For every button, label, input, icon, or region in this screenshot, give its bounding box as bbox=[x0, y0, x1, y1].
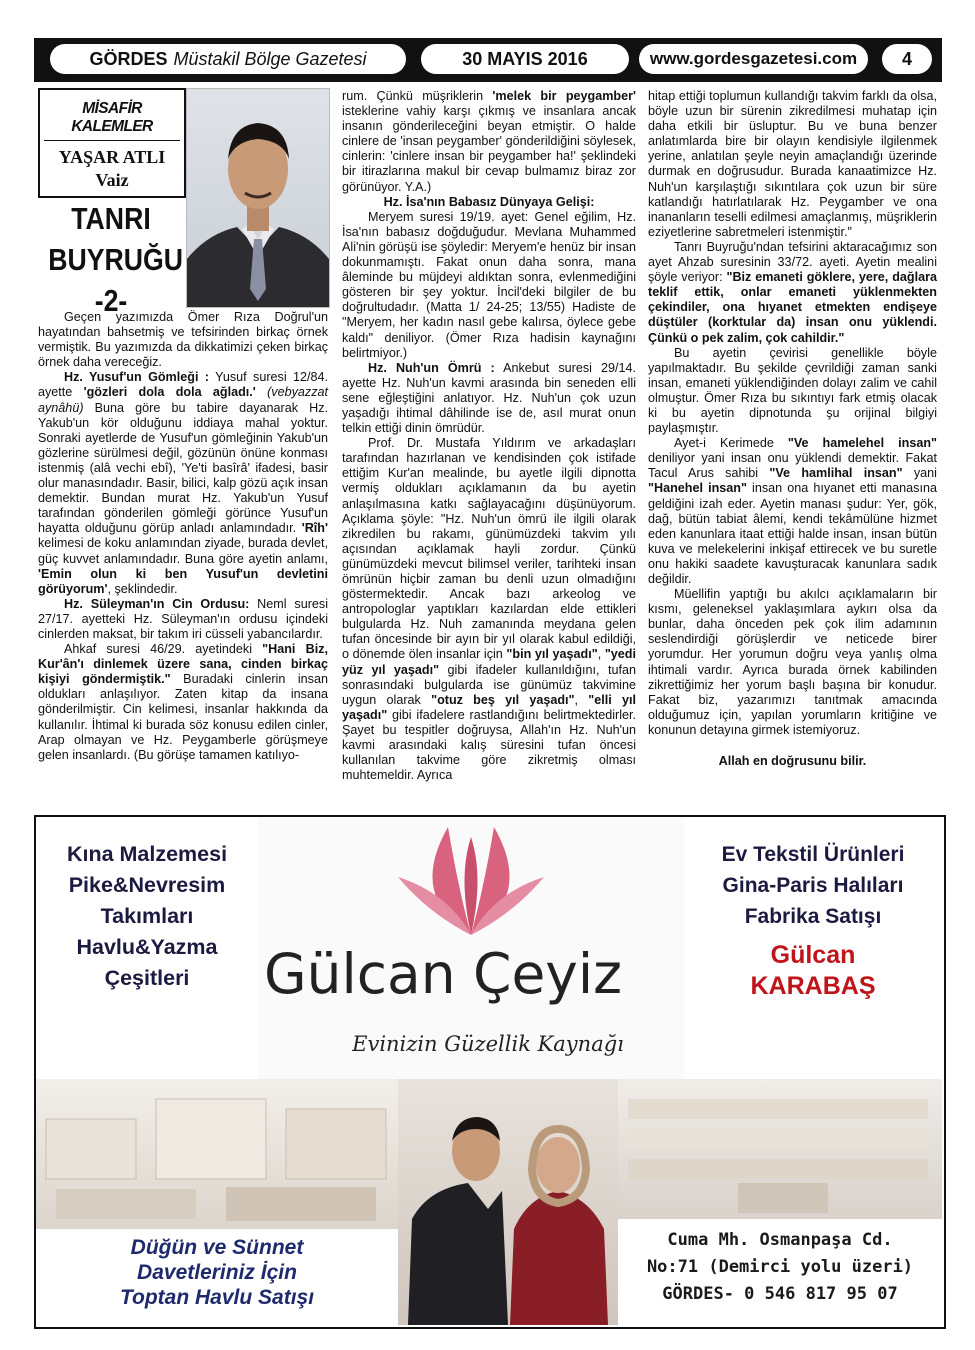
author-portrait-icon bbox=[187, 89, 329, 307]
paper-subtitle: Müstakil Bölge Gazetesi bbox=[173, 48, 367, 69]
text-run: , bbox=[574, 692, 589, 707]
paper-name: GÖRDES bbox=[89, 48, 168, 69]
section-heading-text: Hz. İsa'nın Babasız Dünyaya Gelişi: bbox=[383, 194, 595, 209]
issue-date: 30 MAYIS 2016 bbox=[421, 44, 629, 74]
paragraph: Meryem suresi 19/19. ayet: Genel eğilim, Hz. İsa'nın babasız doğduğudur. Mevlana Muhammed Ali'nin görüşü ise şöyledir: Meryem'e henüz bir insan dokunmamıştı. Fakat onun daha sonra, mana âleminde bu müjdeyi aldıktan sonra, evlenmediğini gösteren bir şey yoktur. İncil'deki bilgiler de bu doğrultudadır. (Matta 1/ 24-25; 13/55) Hadiste de "Meryem, her kadın nasıl gebe kalırsa, öylece gebe kaldı" deniliyor. (Ömer Rıza hadisin kaynağını belirtmiyor.) bbox=[342, 209, 636, 360]
text-run: Ahkaf suresi 46/29. ayetindeki bbox=[64, 642, 263, 657]
section-heading: Hz. Süleyman'ın Cin Ordusu: bbox=[64, 596, 250, 611]
store-display-photo bbox=[618, 1079, 942, 1219]
paragraph bbox=[342, 361, 636, 436]
ad-line: Düğün ve Sünnet bbox=[130, 1236, 304, 1259]
paragraph bbox=[342, 436, 636, 783]
website-link[interactable]: www.gordesgazetesi.com bbox=[639, 44, 868, 74]
page-number: 4 bbox=[882, 44, 932, 74]
text-run: kelimesi de koku anlamından ziyade, burada devlet, güç kuvvet anlamındadır. Buna göre ayetin anlamı, bbox=[38, 536, 328, 566]
store-interior-photo bbox=[36, 1079, 398, 1229]
author-name: YAŞAR ATLI bbox=[58, 147, 166, 167]
article-column-1 bbox=[38, 310, 328, 763]
bold-quote: "yedi yüz yıl yaşadı" bbox=[342, 647, 636, 677]
bold-term: 'Rîh' bbox=[301, 521, 328, 536]
address-line: No:71 (Demirci yolu üzeri) bbox=[646, 1257, 914, 1277]
paragraph bbox=[648, 240, 937, 346]
paragraph bbox=[38, 597, 328, 642]
bold-quote: "Biz emaneti göklere, yere, dağlara teklif ettik, onlar emaneti yüklenmekten çekindiler, ona hıyanet etmekten endişeye düştüler (korktular da) insan onu yüklendi. Çünkü o pek zalim, çok cahildir." bbox=[648, 270, 937, 345]
ad-wedding-offer bbox=[36, 1229, 398, 1325]
author-photo bbox=[186, 88, 330, 308]
text-run: isteklerine vahiy karşı çıkmış ve insanlara ancak insanın gönderileceğini beyan etmiştir. O halde cinlere de 'insan peygamber' gönderildiğini söylesek, cinlerin: 'cinlere insan bir peygamber ha!' şeklindeki bir itirazlarına makul bir cevap bulmamız biraz zor görünüyor. Y.A.) bbox=[342, 104, 636, 194]
author-role: Vaiz bbox=[95, 170, 129, 190]
bold-quote: "Hani Biz, Kur'ân'ı dinlemek üzere sana, cinden birkaç kişiyi göndermiştik." bbox=[38, 642, 328, 687]
section-heading: Hz. Yusuf'un Gömleği : bbox=[64, 370, 210, 385]
advertisement bbox=[34, 815, 946, 1329]
bold-quote: 'melek bir peygamber' bbox=[492, 89, 637, 103]
bold-quote: "bin yıl yaşadı" bbox=[506, 647, 598, 662]
masthead-pill bbox=[50, 44, 406, 74]
ad-services-list bbox=[684, 839, 942, 1002]
ad-line: Davetleriniz İçin bbox=[137, 1261, 297, 1284]
ad-line: Fabrika Satışı bbox=[744, 905, 882, 928]
bold-quote: "Ve hamelehel insan" bbox=[787, 436, 937, 451]
paragraph bbox=[38, 370, 328, 596]
text-run: Buradaki cinlerin insan oldukları anlaşılıyor. Zaten kitap da insana gönderilmiştir. Cin kelimesi, insanlar hakkında da kullanılır. İhtimal ki burada söz konusu edilen cinler, Arap olmayan ve Hz. Peygamberle görüşmeye gelen insanlardı. (Bu görüşe tamamen katılıyo- bbox=[38, 672, 328, 762]
paragraph: hitap ettiği toplumun kullandığı takvim farklı da olsa, böyle uzun bir sürenin zikredilmesi muhatap için daha etkili bir üsluptur. Bu ve buna benzer anlatımlarda bire bir olayın kendisiyle ilgilenmek yerine, anlatılan şeyle neyin amaçlandığı üzerinde durmak en doğrusudur. Burada kanaatimizce Hz. Nuh'un karşılaştığı sıkıntılara çok uzun bir süre katlandığı hatırlatılarak Hz. Peygamber ve ona inananların teselli edilmesi amaçlanmış, müşriklerin eziyetlerine sabretmeleri istenmiştir." bbox=[648, 89, 937, 239]
closing-text: Allah en doğrusunu bilir. bbox=[718, 754, 867, 769]
article-headline bbox=[48, 198, 184, 321]
bold-quote: "Ve hamlihal insan" bbox=[769, 466, 903, 481]
text-run: Ayet-i Kerimede bbox=[674, 436, 788, 451]
text-run: gibi ifadelere rastlandığını belirtmektedirler. Şayet bu tespitler doğruysa, Allah'ın Hz. Nuh'un kavmi arasındaki kalış süresini tufan öncesi kullanılan takvime göre zikretmiş olması muhtemeldir. Ayrıca bbox=[342, 707, 636, 783]
owner-last-name: KARABAŞ bbox=[750, 972, 876, 1000]
address-line: Cuma Mh. Osmanpaşa Cd. bbox=[667, 1230, 893, 1250]
bold-quote: "Hanehel insan" bbox=[648, 481, 747, 496]
text-run: Neml suresi 27/17. ayetteki Hz. Süleyman'ın ordusu içindeki cinlerden maksat, bir takım iri cüsseli yabancılardır. bbox=[38, 596, 328, 641]
text-run: insan ona hıyanet etti manasına geldiğini izah eder. Ayetin manası şudur: Yer, gök, dağ, bütün tabiat âlemi, kendi tekâmülüne hizmet eden kanunlara itaat ettiği halde insan, insan bütün kuva ve melekelerini inkişaf ettirecek ve bu suretle onu hakiki saadete kavuşturacak kanunlara sadık değildir. bbox=[648, 481, 937, 586]
paragraph: Geçen yazımızda Ömer Rıza Doğrul'un hayatından bahsetmiş ve tefsirinden birkaç örnek vermiştik. Bu yazımızda da dikkatimizi çeken birkaç örnek daha vereceğiz. bbox=[38, 310, 328, 370]
text-run: Ankebut suresi 29/14. ayette Hz. Nuh'un kavmi arasında bin seneden elli sene eğleştiğini anlatıyor. Hz. Nuh'un çok uzun yaşadığı ihtimal dâhilinde ise de, asıl murat onun telkin ettiği dinin ömrüdür. bbox=[342, 360, 636, 436]
ad-line: Havlu&Yazma bbox=[76, 935, 218, 959]
display-shelves-icon bbox=[618, 1079, 942, 1219]
owners-photo bbox=[398, 1079, 618, 1325]
headline-line-1: TANRI bbox=[71, 201, 151, 236]
ad-line: Çeşitleri bbox=[104, 966, 190, 990]
text-run: Tanrı Buyruğu'ndan tefsirini aktaracağımız son ayet Ahzab suresinin 33/72. ayeti. Ayetin mealini şöyle veriyor: bbox=[648, 239, 937, 285]
bold-quote: "elli yıl yaşadı" bbox=[342, 692, 636, 722]
bold-quote: 'gözleri dola dola ağladı.' bbox=[83, 385, 256, 400]
bold-quote: 'Emin olun ki ben Yusuf'un devletini görüyorum' bbox=[38, 566, 328, 596]
lotus-logo-icon bbox=[258, 817, 684, 957]
column-kicker: MİSAFİR KALEMLER bbox=[44, 100, 180, 141]
brand-name: Gülcan Çeyiz bbox=[264, 942, 622, 1006]
owner-first-name: Gülcan bbox=[770, 941, 856, 969]
ad-line: Gina-Paris Halıları bbox=[722, 874, 904, 897]
store-shelves-icon bbox=[36, 1079, 398, 1229]
ad-line: Kına Malzemesi bbox=[66, 842, 228, 866]
ad-line: Pike&Nevresim bbox=[68, 873, 226, 897]
text-run: , şeklindedir. bbox=[107, 581, 178, 596]
text-run: deniliyor yani insan onu yüklendi demektir. Fakat Tacul Arus sahibi bbox=[648, 451, 937, 481]
text-run: yani bbox=[902, 466, 937, 481]
section-heading: Hz. Nuh'un Ömrü : bbox=[368, 360, 495, 375]
ad-line: Takımları bbox=[100, 904, 194, 928]
paragraph bbox=[648, 436, 937, 587]
paragraph: Müellifin yaptığı bu akılcı açıklamaların bir kısmı, geleneksel yaklaşımlara aykırı olsa da bunlar, daha önceden pek çok ilim adamının seslendirdiği görüşlerdir ve neticede birer yorumdur. Her yorumun doğru veya yanlış olma ihtimali vardır. Ayrıca burada örnek kabilinden zikrettiğimiz her yorum başlı başına bir konudur. Fakat biz, yazarımızı tanıtmak amacında olduğumuz için, yapılan yorumların kritiğine ve konunun detayına girmek istemiyoruz. bbox=[648, 587, 937, 737]
bold-quote: "otuz beş yıl yaşadı" bbox=[431, 692, 575, 707]
section-heading bbox=[342, 195, 636, 210]
text-run: Prof. Dr. Mustafa Yıldırım ve arkadaşları tarafından hazırlanan ve kendisinden çok istifade ettiğim Kur'an mealinde, bu ayetle ilgili dipnotta vermiş oldukları açıklamanın da bu ayetin anlaşılmasına katkı sağlayacağını düşünüyorum. Açıklama şöyle: "Hz. Nuh'un ömrü ile ilgili olarak zikredilen bu rakamı, günümüzdeki takvim yılı açısından açıklamak hayli zordur. Çünkü günümüzdeki mevcut bilimsel veriler, tarihteki insan ömrünün hiçbir zaman bu denli uzun olmadığını göstermektedir. Ancak bazı arkeolog ve antropologlar yaptıkları kazılardan elde ettikleri bulgularda Hz. Nuh zamanında meydana gelen tufan öncesinde bir ayın bir yıl olarak kabul edildiği, o dönemde ölen insanlar için bbox=[342, 436, 636, 662]
headline-line-2: BUYRUĞU bbox=[48, 242, 184, 277]
couple-portrait-icon bbox=[398, 1079, 618, 1325]
text-run: Yusuf suresi 12/84. ayette bbox=[38, 370, 329, 400]
paragraph: Bu ayetin çevirisi genellikle böyle yapılmaktadır. Bu şekilde çevrildiği zaman sanki insan, emaneti yüklendiğinden dolayı zalim ve cahil olmuştur. Ömer Rıza bu sıkıntıyı fark etmiş olacak ki bu ayetin dipnotunda şu orijinal bilgiyi paylaşmıştır. bbox=[648, 345, 937, 436]
ad-line: Ev Tekstil Ürünleri bbox=[721, 843, 905, 866]
closing-line bbox=[648, 754, 937, 769]
ad-product-list bbox=[36, 839, 258, 994]
paragraph bbox=[38, 642, 328, 763]
italic-run: (vebyazzat aynâhü) bbox=[38, 385, 328, 415]
headline-line-3: -2- bbox=[94, 283, 128, 318]
article-column-2 bbox=[342, 89, 636, 783]
byline-box bbox=[38, 88, 186, 198]
phone-line: GÖRDES- 0 546 817 95 07 bbox=[662, 1284, 898, 1304]
brand-slogan: Evinizin Güzellik Kaynağı bbox=[352, 1032, 624, 1056]
text-run: Buna göre bu tabire dayanarak Hz. Yakub'un kör olduğunu iddiaya mahal yoktur. Sonraki ayetlerde de Yusuf'un gömleğinin Yakub'un gözlerine sürülmesi değil, gözünün önüne konması istenmiş (alâ vechi ebî), 'Ye'ti basîrâ' ifadesi, basir olur manasındadır. Basir, bilici, kalp gözü açık insan demektir. Bundan murat Hz. Yakub'un Yusuf tarafından gönderilen gömleği görünce Yusuf'un hayatta olduğunu görüp anladı anlamındadır. bbox=[38, 400, 328, 536]
text-run: rum. Çünkü müşriklerin bbox=[342, 89, 493, 103]
article-column-3 bbox=[648, 89, 937, 769]
text-run: gibi ifadeler kullanıldığını, tufan sonrasındaki bulgularda ise günümüz takvimine uygun olarak bbox=[342, 662, 636, 707]
ad-address bbox=[618, 1219, 942, 1325]
ad-line: Toptan Havlu Satışı bbox=[119, 1286, 315, 1309]
text-run: , bbox=[597, 647, 605, 662]
paragraph bbox=[342, 89, 636, 195]
